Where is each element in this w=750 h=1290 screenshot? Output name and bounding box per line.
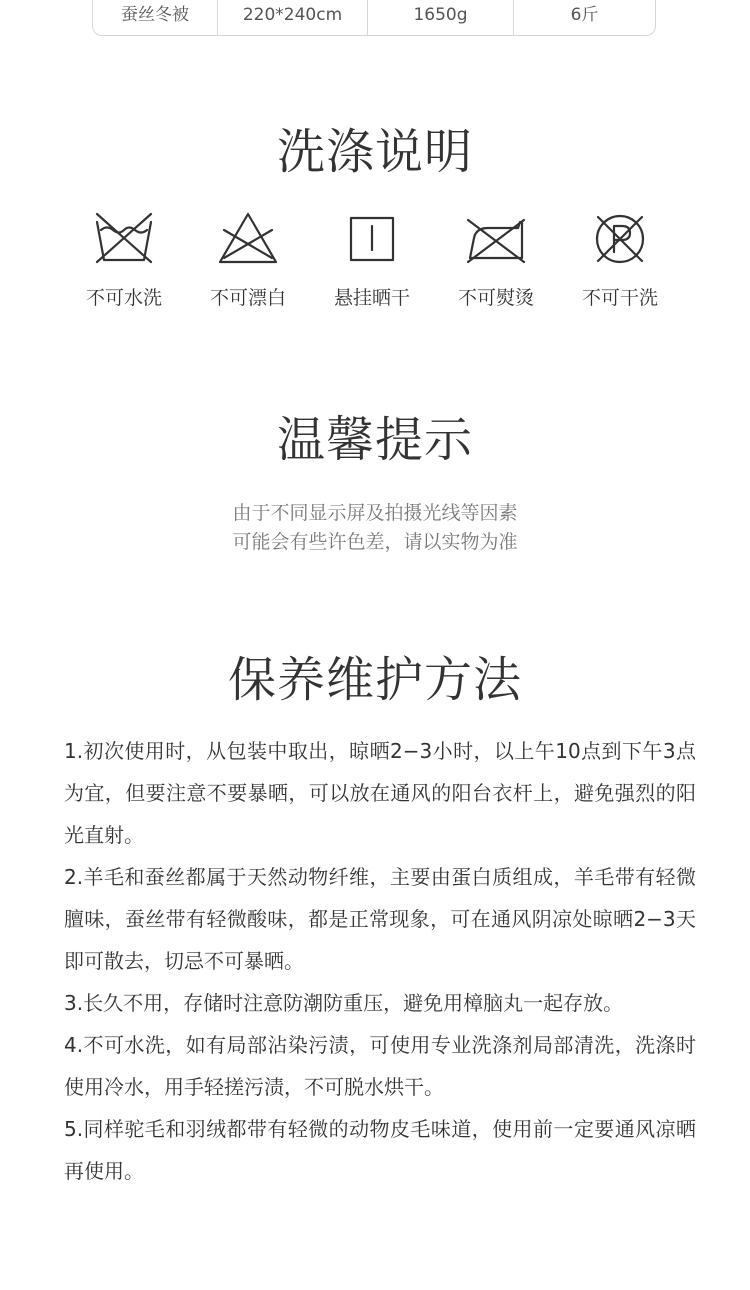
wash-label: 不可漂白 — [209, 287, 286, 309]
wash-item-no-iron — [434, 208, 558, 310]
no-iron-icon — [464, 208, 528, 268]
care-section-title: 保养维护方法 — [227, 652, 522, 708]
care-list — [64, 730, 696, 1192]
wash-item-no-dry-clean — [558, 208, 682, 310]
no-water-wash-icon — [92, 208, 156, 268]
hang-dry-icon — [340, 208, 404, 268]
care-item: 2.羊毛和蚕丝都属于天然动物纤维，主要由蛋白质组成，羊毛带有轻微膻味，蚕丝带有轻微酸味，都是正常现象，可在通风阴凉处晾晒2−3天即可散去，切忌不可暴晒。 — [64, 865, 696, 973]
tips-line: 可能会有些许色差，请以实物为准 — [232, 531, 518, 553]
wash-label: 不可水洗 — [85, 287, 162, 309]
wash-icons-row — [62, 208, 682, 310]
wash-label: 不可熨烫 — [457, 287, 534, 309]
no-dry-clean-icon — [588, 208, 652, 268]
wash-item-hang-dry — [310, 208, 434, 310]
tips-section-title: 温馨提示 — [276, 412, 473, 468]
wash-section-title: 洗涤说明 — [276, 124, 473, 180]
care-item: 5.同样驼毛和羽绒都带有轻微的动物皮毛味道，使用前一定要通风凉晒再使用。 — [64, 1117, 696, 1183]
care-item: 1.初次使用时，从包装中取出，晾晒2−3小时，以上午10点到下午3点为宜，但要注意不要暴晒，可以放在通风的阳台衣杆上，避免强烈的阳光直射。 — [64, 739, 696, 847]
care-item: 3.长久不用，存储时注意防潮防重压，避免用樟脑丸一起存放。 — [64, 991, 624, 1015]
tips-text — [0, 499, 750, 557]
tips-line: 由于不同显示屏及拍摄光线等因素 — [232, 502, 518, 524]
spec-cell-weight: 1650g — [368, 0, 514, 35]
spec-cell-jin: 6斤 — [570, 5, 599, 25]
spec-cell-name: 蚕丝冬被 — [93, 0, 218, 35]
wash-item-no-water — [62, 208, 186, 310]
spec-table-row — [92, 0, 656, 36]
no-bleach-icon — [216, 208, 280, 268]
wash-item-no-bleach — [186, 208, 310, 310]
wash-label: 悬挂晒干 — [333, 287, 410, 309]
wash-label: 不可干洗 — [581, 287, 658, 309]
care-item: 4.不可水洗，如有局部沾染污渍，可使用专业洗涤剂局部清洗，洗涤时使用冷水，用手轻搓污渍，不可脱水烘干。 — [64, 1033, 696, 1099]
spec-cell-size: 220*240cm — [218, 0, 368, 35]
